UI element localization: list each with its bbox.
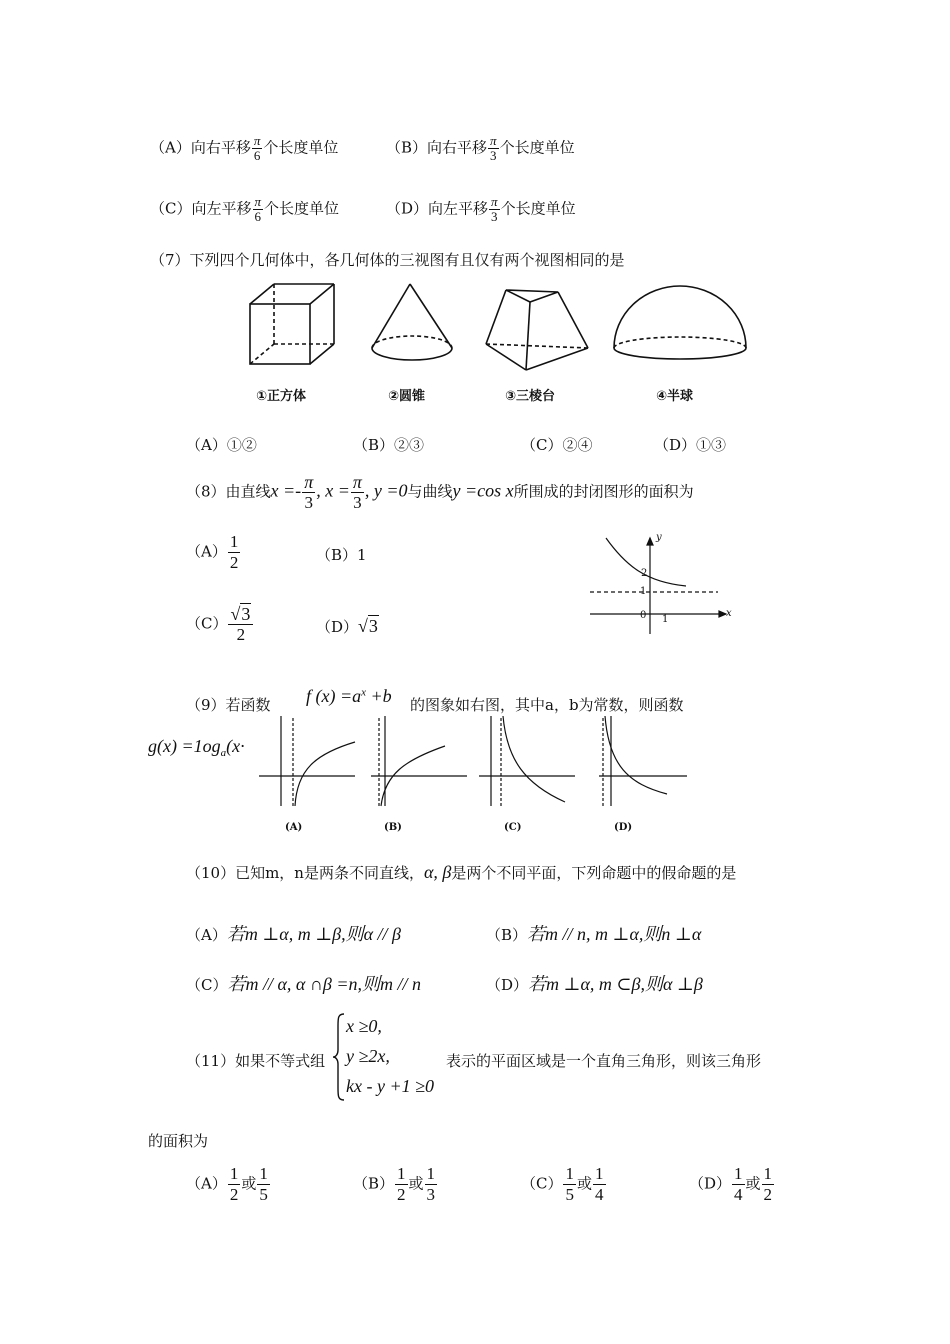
fraction: $\frac{\pi}{3}$ xyxy=(491,194,498,224)
q8-exponential-graph xyxy=(586,534,736,638)
q7-option-c[interactable]: （C）②④ xyxy=(521,436,593,454)
q7-option-a[interactable]: （A）①② xyxy=(186,436,257,454)
fraction: $\frac{\pi}{6}$ xyxy=(254,194,262,224)
q11-stem: （11）如果不等式组 xyxy=(186,1052,326,1070)
q9-function: f $(x) =a^x +b$ xyxy=(306,686,392,706)
q11-option-d[interactable]: （D） $\frac{1}{4}$ 或 $\frac{1}{2}$ xyxy=(689,1164,773,1204)
q7-option-d[interactable]: （D）①③ xyxy=(654,436,727,454)
q9-stem-part2: 的图象如右图，其中a，b为常数，则函数 xyxy=(410,696,684,714)
ineq-line-3: kx - y +1 ≥0 xyxy=(346,1076,434,1096)
caption-cube: ①正方体 xyxy=(256,389,307,404)
q9-g-function: $g(x) =1og_a(x\cdot$ xyxy=(148,736,245,760)
q10-stem: （10）已知m，n是两条不同直线，α, β是两个不同平面，下列命题中的假命题的是 xyxy=(186,862,737,882)
hemisphere-shape xyxy=(614,286,746,359)
frustum-shape xyxy=(486,290,588,370)
q9-stem-part1: （9）若函数 xyxy=(186,696,271,714)
q11-stem-tail: 表示的平面区域是一个直角三角形，则该三角形 xyxy=(446,1052,762,1070)
q10-option-b[interactable]: （B）若m // n, m ⊥α,则n ⊥α xyxy=(486,924,702,944)
q11-option-a[interactable]: （A） $\frac{1}{2}$ 或 $\frac{1}{5}$ xyxy=(186,1164,268,1204)
q11-option-b[interactable]: （B） $\frac{1}{2}$ 或 $\frac{1}{3}$ xyxy=(353,1164,436,1204)
q10-option-c[interactable]: （C）若m // α, α ∩β =n,则m // n xyxy=(186,974,421,994)
cube-shape xyxy=(250,284,334,364)
fraction: $\frac{\pi}{3}$ xyxy=(490,133,497,163)
q6-option-c[interactable]: （C）向左平移 $\frac{\pi}{6}$ 个长度单位 xyxy=(150,194,340,224)
q11-option-c[interactable]: （C） $\frac{1}{5}$ 或 $\frac{1}{4}$ xyxy=(521,1164,604,1204)
q7-stem: （7）下列四个几何体中，各几何体的三视图有且仅有两个视图相同的是 xyxy=(150,251,625,269)
caption-cone: ②圆锥 xyxy=(388,389,426,404)
q10-option-a[interactable]: （A）若m ⊥α, m ⊥β,则α // β xyxy=(186,924,402,944)
q11-stem-tail2: 的面积为 xyxy=(148,1132,209,1150)
q7-option-b[interactable]: （B）②③ xyxy=(353,436,425,454)
ineq-line-2: y ≥2x, xyxy=(346,1046,390,1066)
q8-option-a[interactable]: （A） $\frac{1}{2}$ xyxy=(186,532,239,572)
caption-hemisphere: ④半球 xyxy=(656,389,694,404)
q6-option-b[interactable]: （B）向右平移 $\frac{\pi}{3}$ 个长度单位 xyxy=(386,133,575,163)
q6-option-d[interactable]: （D）向左平移 $\frac{\pi}{3}$ 个长度单位 xyxy=(386,194,576,224)
ineq-line-1: x ≥0, xyxy=(346,1016,382,1036)
fraction: $\frac{\pi}{6}$ xyxy=(253,133,261,163)
q8-option-d[interactable]: （D）√3 xyxy=(316,616,378,636)
brace xyxy=(332,1012,346,1102)
q6-option-a[interactable]: （A）向右平移 $\frac{\pi}{6}$ 个长度单位 xyxy=(150,133,339,163)
q8-option-c[interactable]: （C） $\frac{√3}{2}$ xyxy=(186,604,254,645)
q10-option-d[interactable]: （D）若m ⊥α, m ⊂β,则α ⊥β xyxy=(486,974,703,994)
cone-shape xyxy=(372,284,452,360)
q8-option-b[interactable]: （B）1 xyxy=(316,546,367,564)
caption-frustum: ③三棱台 xyxy=(505,389,556,404)
q9-option-graphs xyxy=(255,710,695,810)
q8-stem: （8）由直线x =- $\frac{\pi}{3}$ , x = $\frac{\pi}{3}$ , y =0与曲线y =cos x所围成的封闭图形的面积为 xyxy=(186,472,694,512)
